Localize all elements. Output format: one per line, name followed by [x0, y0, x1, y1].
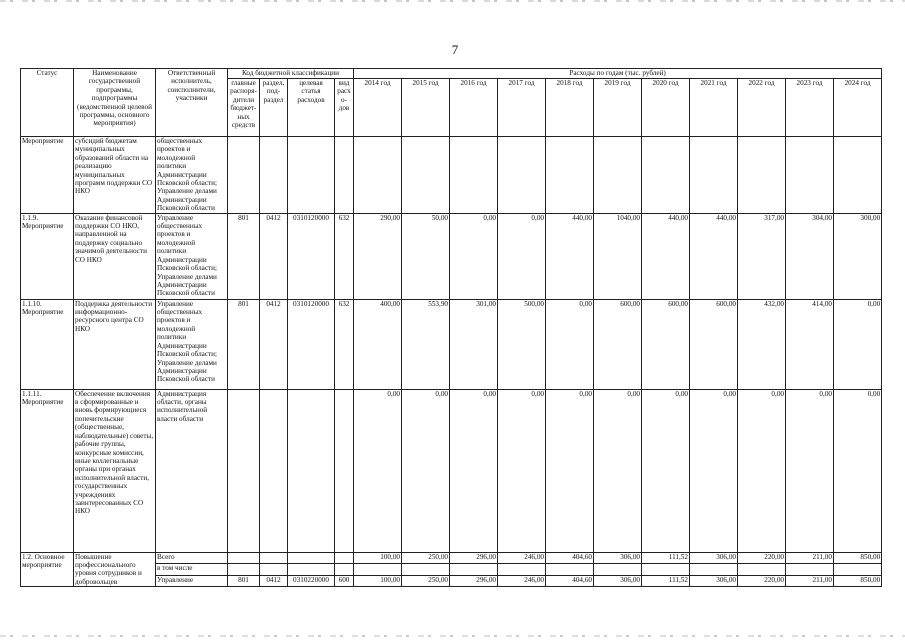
- row-value: 111,52: [642, 552, 690, 564]
- row-value: 246,00: [498, 575, 546, 587]
- row-value: 0,00: [642, 389, 690, 552]
- header-year: 2018 год: [546, 79, 594, 137]
- main-activity-status: 1.2. Основное мероприятие: [21, 552, 74, 587]
- row-value: 440,00: [546, 213, 594, 299]
- row-section: [260, 137, 288, 214]
- table-row: [21, 389, 882, 552]
- row-value: 0,00: [450, 389, 498, 552]
- row-section: 0412: [260, 213, 288, 299]
- row-executor: Администрация области, органы исполнительной власти области: [156, 389, 228, 552]
- row-section: [260, 564, 288, 576]
- row-value: 600,00: [690, 299, 738, 389]
- header-year: 2016 год: [450, 79, 498, 137]
- row-value: [546, 137, 594, 214]
- row-executor: Управление общественных проектов и молодежной политики Администрации Псковской области; Управление делами Администрации Псковской области: [156, 213, 228, 299]
- row-target: 0310120000: [288, 299, 335, 389]
- header-target: целевая статья расходов: [288, 79, 335, 137]
- row-value: 50,00: [402, 213, 450, 299]
- row-value: 100,00: [354, 575, 402, 587]
- row-executor: общественных проектов и молодежной политики Администрации Псковской области; Управление делами Администрации Псковской области: [156, 137, 228, 214]
- row-value: 0,00: [354, 389, 402, 552]
- row-value: [738, 137, 786, 214]
- row-type: 632: [335, 213, 354, 299]
- row-status: 1.1.9. Мероприятие: [21, 213, 74, 299]
- row-value: [498, 564, 546, 576]
- table-row: [21, 552, 882, 564]
- row-value: [786, 564, 834, 576]
- header-budget-code: Код бюджетной классификации: [228, 69, 354, 79]
- row-value: 404,60: [546, 575, 594, 587]
- row-value: 440,00: [642, 213, 690, 299]
- row-value: [354, 137, 402, 214]
- row-value: 404,60: [546, 552, 594, 564]
- row-name: субсидий бюджетам муниципальных образований области на реализацию муниципальных программ поддержки СО НКО: [74, 137, 156, 214]
- row-value: 0,00: [594, 389, 642, 552]
- row-grbs: 801: [228, 299, 260, 389]
- row-grbs: 801: [228, 213, 260, 299]
- header-year: 2017 год: [498, 79, 546, 137]
- row-value: 246,00: [498, 552, 546, 564]
- header-name: Наименование государственной программы, подпрограммы (ведомственной целевой программы, основного мероприятия): [74, 69, 156, 137]
- scan-edge-top: [0, 0, 905, 2]
- row-value: 296,00: [450, 552, 498, 564]
- main-activity-name: Повышение профессионального уровня сотрудников и добровольцев: [74, 552, 156, 587]
- row-value: [642, 564, 690, 576]
- row-section: 0412: [260, 575, 288, 587]
- header-year: 2020 год: [642, 79, 690, 137]
- row-name: Обеспечение включения в сформированные и вновь формирующиеся попечительские (общественные, наблюдательные) советы, рабочие группы, конкурсные комиссии, иные коллегиальные органы при органах исполнительной власти, государственных учреждениях заинтересованных СО НКО: [74, 389, 156, 552]
- header-status: Статус: [21, 69, 74, 137]
- header-year: 2021 год: [690, 79, 738, 137]
- row-target: [288, 564, 335, 576]
- row-value: 211,00: [786, 552, 834, 564]
- header-expenses: Расходы по годам (тыс. рублей): [354, 69, 882, 79]
- row-section: [260, 552, 288, 564]
- row-value: 301,00: [450, 299, 498, 389]
- row-grbs: [228, 552, 260, 564]
- row-value: 440,00: [690, 213, 738, 299]
- row-value: 432,00: [738, 299, 786, 389]
- row-value: [738, 564, 786, 576]
- row-value: 600,00: [594, 299, 642, 389]
- row-value: [546, 564, 594, 576]
- header-year: 2022 год: [738, 79, 786, 137]
- header-type: вид расхо-дов: [335, 79, 354, 137]
- row-name: Поддержка деятельности информационно-ресурсного центра СО НКО: [74, 299, 156, 389]
- row-target: [288, 552, 335, 564]
- row-value: 306,00: [594, 552, 642, 564]
- header-year: 2014 год: [354, 79, 402, 137]
- row-type: [335, 564, 354, 576]
- row-type: [335, 389, 354, 552]
- header-row-1: [21, 69, 882, 79]
- row-value: 0,00: [402, 389, 450, 552]
- row-executor: Всего: [156, 552, 228, 564]
- row-value: 220,00: [738, 552, 786, 564]
- row-target: 0310120000: [288, 213, 335, 299]
- row-value: 250,00: [402, 575, 450, 587]
- row-target: [288, 389, 335, 552]
- row-value: [450, 137, 498, 214]
- row-value: 306,00: [594, 575, 642, 587]
- row-type: 600: [335, 575, 354, 587]
- header-executor: Ответственный исполнитель, соисполнители, участники: [156, 69, 228, 137]
- row-status: Мероприятие: [21, 137, 74, 214]
- row-section: [260, 389, 288, 552]
- row-name: Оказание финансовой поддержки СО НКО, направленной на поддержку социально значимой деятельности СО НКО: [74, 213, 156, 299]
- header-year: 2024 год: [834, 79, 882, 137]
- row-value: 211,00: [786, 575, 834, 587]
- row-value: [642, 137, 690, 214]
- row-executor: Управление общественных проектов и молодежной политики Администрации Псковской области; Управление делами Администрации Псковской области: [156, 299, 228, 389]
- row-value: 0,00: [834, 389, 882, 552]
- row-type: 632: [335, 299, 354, 389]
- row-value: [786, 137, 834, 214]
- header-grbs: главные распоря-дители бюджет-ных средств: [228, 79, 260, 137]
- header-year: 2019 год: [594, 79, 642, 137]
- row-value: 0,00: [546, 299, 594, 389]
- row-value: 1040,00: [594, 213, 642, 299]
- header-year: 2023 год: [786, 79, 834, 137]
- row-grbs: [228, 389, 260, 552]
- row-value: 0,00: [498, 213, 546, 299]
- row-value: 100,00: [354, 552, 402, 564]
- row-value: [834, 564, 882, 576]
- row-value: 0,00: [738, 389, 786, 552]
- row-value: 500,00: [498, 299, 546, 389]
- row-value: 0,00: [546, 389, 594, 552]
- row-value: [594, 137, 642, 214]
- row-value: 553,90: [402, 299, 450, 389]
- row-section: 0412: [260, 299, 288, 389]
- row-executor: в том числе: [156, 564, 228, 576]
- table-row: [21, 213, 882, 299]
- row-value: [690, 564, 738, 576]
- row-grbs: 801: [228, 575, 260, 587]
- row-value: 220,00: [738, 575, 786, 587]
- row-value: 600,00: [642, 299, 690, 389]
- row-status: 1.1.11. Мероприятие: [21, 389, 74, 552]
- row-value: 850,00: [834, 552, 882, 564]
- row-value: [402, 564, 450, 576]
- row-value: 0,00: [786, 389, 834, 552]
- row-value: [594, 564, 642, 576]
- header-year: 2015 год: [402, 79, 450, 137]
- row-grbs: [228, 137, 260, 214]
- row-value: 306,00: [690, 575, 738, 587]
- row-value: 0,00: [498, 389, 546, 552]
- row-value: 306,00: [690, 552, 738, 564]
- table-row: [21, 137, 882, 214]
- row-value: 111,52: [642, 575, 690, 587]
- row-value: 300,00: [834, 213, 882, 299]
- row-value: 0,00: [690, 389, 738, 552]
- row-value: [834, 137, 882, 214]
- row-type: [335, 552, 354, 564]
- row-value: [402, 137, 450, 214]
- row-grbs: [228, 564, 260, 576]
- row-value: 850,00: [834, 575, 882, 587]
- row-value: 290,00: [354, 213, 402, 299]
- row-value: 400,00: [354, 299, 402, 389]
- row-value: [354, 564, 402, 576]
- row-value: [498, 137, 546, 214]
- row-value: 414,00: [786, 299, 834, 389]
- row-type: [335, 137, 354, 214]
- row-value: [690, 137, 738, 214]
- page-number: 7: [451, 42, 459, 57]
- row-executor: Управление: [156, 575, 228, 587]
- row-value: 0,00: [834, 299, 882, 389]
- row-status: 1.1.10. Мероприятие: [21, 299, 74, 389]
- table-row: [21, 299, 882, 389]
- header-section: раздел, под-раздел: [260, 79, 288, 137]
- budget-table: [20, 68, 882, 587]
- scan-edge-bottom: [0, 635, 905, 637]
- row-value: 317,00: [738, 213, 786, 299]
- row-value: [450, 564, 498, 576]
- row-value: 304,00: [786, 213, 834, 299]
- row-value: 0,00: [450, 213, 498, 299]
- row-target: 0310220000: [288, 575, 335, 587]
- row-value: 250,00: [402, 552, 450, 564]
- row-value: 296,00: [450, 575, 498, 587]
- row-target: [288, 137, 335, 214]
